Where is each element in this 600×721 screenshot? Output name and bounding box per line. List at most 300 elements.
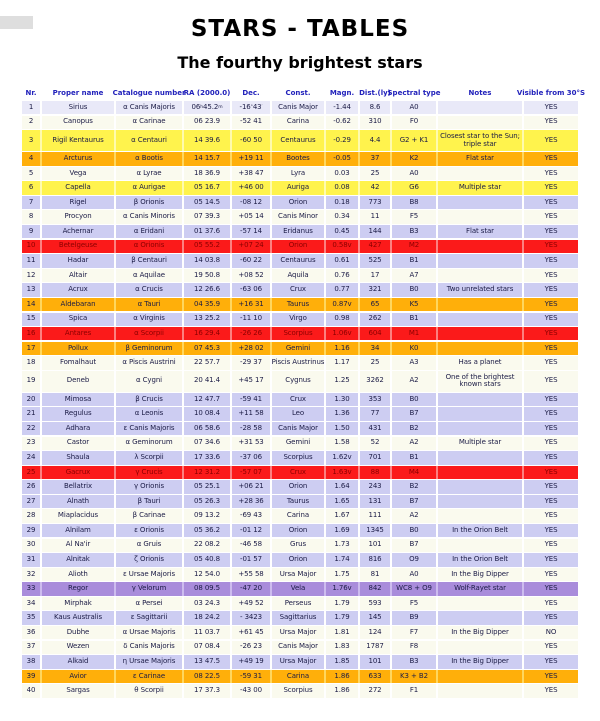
cell-notes — [438, 393, 522, 406]
cell-visible: YES — [524, 655, 578, 668]
table-row — [22, 480, 578, 493]
cell-name: Vega — [42, 167, 114, 180]
cell-dist: 604 — [360, 327, 390, 340]
cell-spec: M4 — [392, 466, 436, 479]
cell-visible: YES — [524, 327, 578, 340]
cell-ra: 13 47.5 — [184, 655, 230, 668]
cell-notes: Two unrelated stars — [438, 283, 522, 296]
cell-const: Centaurus — [272, 254, 324, 267]
cell-magn: 1.16 — [326, 342, 358, 355]
table-row — [22, 582, 578, 595]
cell-cat: β Geminorum — [116, 342, 182, 355]
cell-nr: 4 — [22, 152, 40, 165]
cell-nr: 27 — [22, 495, 40, 508]
cell-name: Capella — [42, 181, 114, 194]
cell-ra: 06 h 45.2 m — [184, 101, 230, 114]
table-row — [22, 553, 578, 566]
cell-const: Carina — [272, 670, 324, 683]
cell-dec: +45 17 — [232, 371, 270, 392]
table-row — [22, 684, 578, 697]
cell-dec: +46 00 — [232, 181, 270, 194]
cell-notes: In the Big Dipper — [438, 626, 522, 639]
cell-const: Gemini — [272, 342, 324, 355]
col-header-const: Const. — [285, 88, 311, 97]
cell-magn: 0.61 — [326, 254, 358, 267]
cell-nr: 21 — [22, 407, 40, 420]
table-row — [22, 393, 578, 406]
cell-name: Rigil Kentaurus — [42, 130, 114, 151]
cell-magn: 1.79 — [326, 597, 358, 610]
cell-name: Arcturus — [42, 152, 114, 165]
cell-spec: A0 — [392, 568, 436, 581]
cell-nr: 11 — [22, 254, 40, 267]
cell-ra: 09 13.2 — [184, 509, 230, 522]
cell-dist: 773 — [360, 196, 390, 209]
cell-notes: Closest star to the Sun; triple star — [438, 130, 522, 151]
cell-ra: 17 33.6 — [184, 451, 230, 464]
cell-spec: A0 — [392, 101, 436, 114]
cell-nr: 9 — [22, 225, 40, 238]
cell-dist: 124 — [360, 626, 390, 639]
cell-dec: -08 12 — [232, 196, 270, 209]
cell-ra: 18 36.9 — [184, 167, 230, 180]
cell-dec: -47 20 — [232, 582, 270, 595]
table-row — [22, 342, 578, 355]
cell-name: Bellatrix — [42, 480, 114, 493]
cell-cat: α Canis Majoris — [116, 101, 182, 114]
cell-nr: 22 — [22, 422, 40, 435]
cell-cat: γ Orionis — [116, 480, 182, 493]
cell-notes — [438, 298, 522, 311]
cell-notes — [438, 116, 522, 129]
cell-cat: α Lyrae — [116, 167, 182, 180]
cell-spec: B8 — [392, 196, 436, 209]
cell-visible: YES — [524, 283, 578, 296]
cell-nr: 34 — [22, 597, 40, 610]
cell-dec: +49 52 — [232, 597, 270, 610]
cell-name: Rigel — [42, 196, 114, 209]
cell-dec: +31 53 — [232, 437, 270, 450]
cell-cat: δ Canis Majoris — [116, 641, 182, 654]
cell-cat: α Tauri — [116, 298, 182, 311]
cell-cat: α Canis Minoris — [116, 210, 182, 223]
cell-spec: WC8 + O9 — [392, 582, 436, 595]
cell-magn: 1.86 — [326, 684, 358, 697]
cell-ra: 12 47.7 — [184, 393, 230, 406]
cell-nr: 5 — [22, 167, 40, 180]
cell-spec: B1 — [392, 254, 436, 267]
cell-ra: 06 23.9 — [184, 116, 230, 129]
cell-nr: 12 — [22, 269, 40, 282]
cell-notes: Flat star — [438, 225, 522, 238]
cell-notes — [438, 254, 522, 267]
cell-nr: 36 — [22, 626, 40, 639]
cell-visible: YES — [524, 451, 578, 464]
table-row — [22, 539, 578, 552]
cell-name: Sargas — [42, 684, 114, 697]
cell-visible: YES — [524, 641, 578, 654]
cell-ra: 08 09.5 — [184, 582, 230, 595]
cell-const: Scorpius — [272, 684, 324, 697]
cell-notes: Flat star — [438, 152, 522, 165]
cell-magn: 0.76 — [326, 269, 358, 282]
cell-nr: 7 — [22, 196, 40, 209]
cell-dist: 144 — [360, 225, 390, 238]
cell-magn: 1.30 — [326, 393, 358, 406]
cell-spec: K2 — [392, 152, 436, 165]
cell-spec: B7 — [392, 407, 436, 420]
cell-cat: α Virginis — [116, 313, 182, 326]
cell-cat: α Cygni — [116, 371, 182, 392]
cell-name: Alkaid — [42, 655, 114, 668]
cell-spec: F8 — [392, 641, 436, 654]
cell-spec: B0 — [392, 393, 436, 406]
cell-visible: YES — [524, 167, 578, 180]
table-row — [22, 655, 578, 668]
table-row — [22, 670, 578, 683]
cell-dec: +28 02 — [232, 342, 270, 355]
table-header-row — [22, 86, 586, 99]
table-row — [22, 167, 578, 180]
cell-visible: YES — [524, 553, 578, 566]
cell-visible: YES — [524, 480, 578, 493]
cell-dist: 525 — [360, 254, 390, 267]
cell-const: Sagittarius — [272, 611, 324, 624]
cell-magn: 0.18 — [326, 196, 358, 209]
cell-const: Carina — [272, 509, 324, 522]
cell-visible: YES — [524, 393, 578, 406]
table-row — [22, 181, 578, 194]
table-rows — [22, 101, 578, 698]
cell-notes — [438, 539, 522, 552]
cell-visible: YES — [524, 225, 578, 238]
cell-magn: 1.65 — [326, 495, 358, 508]
cell-nr: 25 — [22, 466, 40, 479]
cell-dec: -59 41 — [232, 393, 270, 406]
cell-name: Dubhe — [42, 626, 114, 639]
cell-notes: In the Orion Belt — [438, 553, 522, 566]
table-row — [22, 641, 578, 654]
cell-nr: 32 — [22, 568, 40, 581]
col-header-visible: Visible from 30°S — [516, 88, 586, 97]
cell-name: Pollux — [42, 342, 114, 355]
cell-dist: 427 — [360, 240, 390, 253]
cell-notes — [438, 611, 522, 624]
cell-nr: 18 — [22, 356, 40, 369]
cell-visible: YES — [524, 568, 578, 581]
cell-dist: 243 — [360, 480, 390, 493]
cell-dist: 42 — [360, 181, 390, 194]
cell-dist: 353 — [360, 393, 390, 406]
cell-magn: 1.81 — [326, 626, 358, 639]
table-row — [22, 283, 578, 296]
cell-ra: 18 24.2 — [184, 611, 230, 624]
cell-spec: B3 — [392, 225, 436, 238]
cell-visible: YES — [524, 371, 578, 392]
cell-ra: 22 57.7 — [184, 356, 230, 369]
cell-spec: A7 — [392, 269, 436, 282]
cell-const: Orion — [272, 524, 324, 537]
cell-dist: 101 — [360, 539, 390, 552]
cell-magn: 1.74 — [326, 553, 358, 566]
cell-notes — [438, 422, 522, 435]
cell-const: Taurus — [272, 298, 324, 311]
cell-const: Orion — [272, 196, 324, 209]
col-header-magn: Magn. — [329, 88, 355, 97]
corner-artifact — [0, 16, 33, 29]
cell-dist: 81 — [360, 568, 390, 581]
cell-cat: β Centauri — [116, 254, 182, 267]
table-row — [22, 407, 578, 420]
stars-table — [22, 86, 586, 698]
cell-dist: 321 — [360, 283, 390, 296]
cell-const: Crux — [272, 283, 324, 296]
cell-cat: α Leonis — [116, 407, 182, 420]
cell-notes: In the Orion Belt — [438, 524, 522, 537]
cell-nr: 35 — [22, 611, 40, 624]
cell-cat: α Gruis — [116, 539, 182, 552]
cell-ra: 05 55.2 — [184, 240, 230, 253]
cell-magn: -0.05 — [326, 152, 358, 165]
cell-magn: 1.50 — [326, 422, 358, 435]
cell-const: Crux — [272, 393, 324, 406]
cell-cat: α Bootis — [116, 152, 182, 165]
cell-spec: B2 — [392, 422, 436, 435]
cell-nr: 10 — [22, 240, 40, 253]
cell-visible: YES — [524, 539, 578, 552]
cell-cat: θ Scorpii — [116, 684, 182, 697]
cell-const: Canis Minor — [272, 210, 324, 223]
cell-nr: 1 — [22, 101, 40, 114]
cell-const: Crux — [272, 466, 324, 479]
cell-notes: In the Big Dipper — [438, 655, 522, 668]
cell-ra: 05 16.7 — [184, 181, 230, 194]
cell-magn: -1.44 — [326, 101, 358, 114]
cell-dist: 52 — [360, 437, 390, 450]
cell-magn: 1.75 — [326, 568, 358, 581]
cell-notes — [438, 407, 522, 420]
cell-const: Orion — [272, 553, 324, 566]
cell-const: Grus — [272, 539, 324, 552]
cell-dist: 310 — [360, 116, 390, 129]
cell-spec: B0 — [392, 283, 436, 296]
cell-name: Altair — [42, 269, 114, 282]
cell-dist: 842 — [360, 582, 390, 595]
cell-name: Acrux — [42, 283, 114, 296]
cell-dec: +61 45 — [232, 626, 270, 639]
col-header-catalogue: Catalogue number — [112, 88, 186, 97]
cell-name: Hadar — [42, 254, 114, 267]
cell-nr: 20 — [22, 393, 40, 406]
cell-magn: 0.77 — [326, 283, 358, 296]
cell-dist: 25 — [360, 356, 390, 369]
cell-visible: YES — [524, 437, 578, 450]
cell-dec: -46 58 — [232, 539, 270, 552]
cell-ra: 07 08.4 — [184, 641, 230, 654]
cell-ra: 13 25.2 — [184, 313, 230, 326]
table-row — [22, 130, 578, 151]
cell-nr: 30 — [22, 539, 40, 552]
cell-notes — [438, 196, 522, 209]
cell-cat: α Ursae Majoris — [116, 626, 182, 639]
cell-dist: 262 — [360, 313, 390, 326]
cell-dec: -01 12 — [232, 524, 270, 537]
cell-cat: λ Scorpii — [116, 451, 182, 464]
cell-dist: 131 — [360, 495, 390, 508]
cell-dec: +16 31 — [232, 298, 270, 311]
cell-magn: 0.58v — [326, 240, 358, 253]
cell-dec: +55 58 — [232, 568, 270, 581]
cell-visible: YES — [524, 597, 578, 610]
cell-magn: 1.83 — [326, 641, 358, 654]
cell-nr: 38 — [22, 655, 40, 668]
cell-cat: β Tauri — [116, 495, 182, 508]
cell-name: Kaus Australis — [42, 611, 114, 624]
col-header-spectral: Spectral type — [387, 88, 441, 97]
cell-ra: 16 29.4 — [184, 327, 230, 340]
cell-spec: A3 — [392, 356, 436, 369]
cell-name: Mirphak — [42, 597, 114, 610]
cell-nr: 40 — [22, 684, 40, 697]
cell-const: Piscis Austrinus — [272, 356, 324, 369]
cell-magn: 0.34 — [326, 210, 358, 223]
cell-ra: 07 39.3 — [184, 210, 230, 223]
cell-dec: - 3423 — [232, 611, 270, 624]
cell-ra: 12 31.2 — [184, 466, 230, 479]
cell-const: Cygnus — [272, 371, 324, 392]
table-row — [22, 269, 578, 282]
cell-notes: Wolf-Rayet star — [438, 582, 522, 595]
cell-magn: 1.17 — [326, 356, 358, 369]
cell-cat: α Aquilae — [116, 269, 182, 282]
table-row — [22, 225, 578, 238]
cell-nr: 17 — [22, 342, 40, 355]
cell-dist: 65 — [360, 298, 390, 311]
table-row — [22, 568, 578, 581]
cell-notes — [438, 101, 522, 114]
cell-visible: YES — [524, 684, 578, 697]
cell-dist: 593 — [360, 597, 390, 610]
cell-dec: -59 31 — [232, 670, 270, 683]
cell-spec: B7 — [392, 495, 436, 508]
cell-spec: G2 + K1 — [392, 130, 436, 151]
cell-dist: 17 — [360, 269, 390, 282]
cell-notes — [438, 269, 522, 282]
cell-notes — [438, 327, 522, 340]
cell-nr: 24 — [22, 451, 40, 464]
cell-cat: α Persei — [116, 597, 182, 610]
cell-visible: YES — [524, 582, 578, 595]
cell-visible: YES — [524, 356, 578, 369]
cell-dist: 11 — [360, 210, 390, 223]
cell-name: Betelgeuse — [42, 240, 114, 253]
cell-magn: 1.85 — [326, 655, 358, 668]
cell-notes — [438, 684, 522, 697]
cell-spec: F7 — [392, 626, 436, 639]
cell-ra: 06 58.6 — [184, 422, 230, 435]
cell-visible: YES — [524, 240, 578, 253]
cell-dist: 1345 — [360, 524, 390, 537]
cell-spec: G6 — [392, 181, 436, 194]
cell-cat: η Ursae Majoris — [116, 655, 182, 668]
cell-name: Antares — [42, 327, 114, 340]
cell-cat: α Scorpii — [116, 327, 182, 340]
cell-nr: 14 — [22, 298, 40, 311]
cell-visible: YES — [524, 196, 578, 209]
cell-name: Alnilam — [42, 524, 114, 537]
cell-visible: YES — [524, 422, 578, 435]
cell-const: Ursa Major — [272, 626, 324, 639]
cell-notes — [438, 509, 522, 522]
table-row — [22, 371, 578, 392]
cell-spec: B2 — [392, 480, 436, 493]
cell-dist: 77 — [360, 407, 390, 420]
cell-ra: 12 54.0 — [184, 568, 230, 581]
cell-ra: 03 24.3 — [184, 597, 230, 610]
cell-name: Wezen — [42, 641, 114, 654]
cell-cat: β Orionis — [116, 196, 182, 209]
cell-cat: ε Sagittarii — [116, 611, 182, 624]
cell-ra: 07 45.3 — [184, 342, 230, 355]
cell-dec: -60 50 — [232, 130, 270, 151]
cell-cat: α Geminorum — [116, 437, 182, 450]
cell-dec: +28 36 — [232, 495, 270, 508]
cell-magn: 1.63v — [326, 466, 358, 479]
cell-cat: β Carinae — [116, 509, 182, 522]
col-header-dec: Dec. — [242, 88, 260, 97]
table-row — [22, 466, 578, 479]
cell-notes: One of the brightest known stars — [438, 371, 522, 392]
cell-dec: -37 06 — [232, 451, 270, 464]
cell-magn: 1.06v — [326, 327, 358, 340]
col-header-notes: Notes — [468, 88, 492, 97]
cell-cat: γ Crucis — [116, 466, 182, 479]
cell-magn: -0.29 — [326, 130, 358, 151]
cell-const: Canis Major — [272, 641, 324, 654]
cell-visible: YES — [524, 611, 578, 624]
cell-name: Fomalhaut — [42, 356, 114, 369]
cell-spec: O9 — [392, 553, 436, 566]
table-row — [22, 437, 578, 450]
cell-visible: YES — [524, 101, 578, 114]
cell-const: Leo — [272, 407, 324, 420]
table-row — [22, 597, 578, 610]
cell-dist: 34 — [360, 342, 390, 355]
cell-ra: 05 14.5 — [184, 196, 230, 209]
cell-name: Alnath — [42, 495, 114, 508]
cell-dist: 1787 — [360, 641, 390, 654]
cell-dec: +11 58 — [232, 407, 270, 420]
cell-cat: α Aurigae — [116, 181, 182, 194]
cell-visible: YES — [524, 342, 578, 355]
cell-name: Deneb — [42, 371, 114, 392]
table-row — [22, 116, 578, 129]
cell-magn: 1.86 — [326, 670, 358, 683]
cell-visible: NO — [524, 626, 578, 639]
cell-spec: K3 + B2 — [392, 670, 436, 683]
cell-dist: 88 — [360, 466, 390, 479]
cell-magn: 1.36 — [326, 407, 358, 420]
cell-notes — [438, 641, 522, 654]
cell-cat: ε Carinae — [116, 670, 182, 683]
cell-dec: +08 52 — [232, 269, 270, 282]
table-row — [22, 451, 578, 464]
cell-spec: A2 — [392, 371, 436, 392]
cell-dec: +38 47 — [232, 167, 270, 180]
cell-visible: YES — [524, 269, 578, 282]
cell-spec: K5 — [392, 298, 436, 311]
cell-ra: 05 26.3 — [184, 495, 230, 508]
